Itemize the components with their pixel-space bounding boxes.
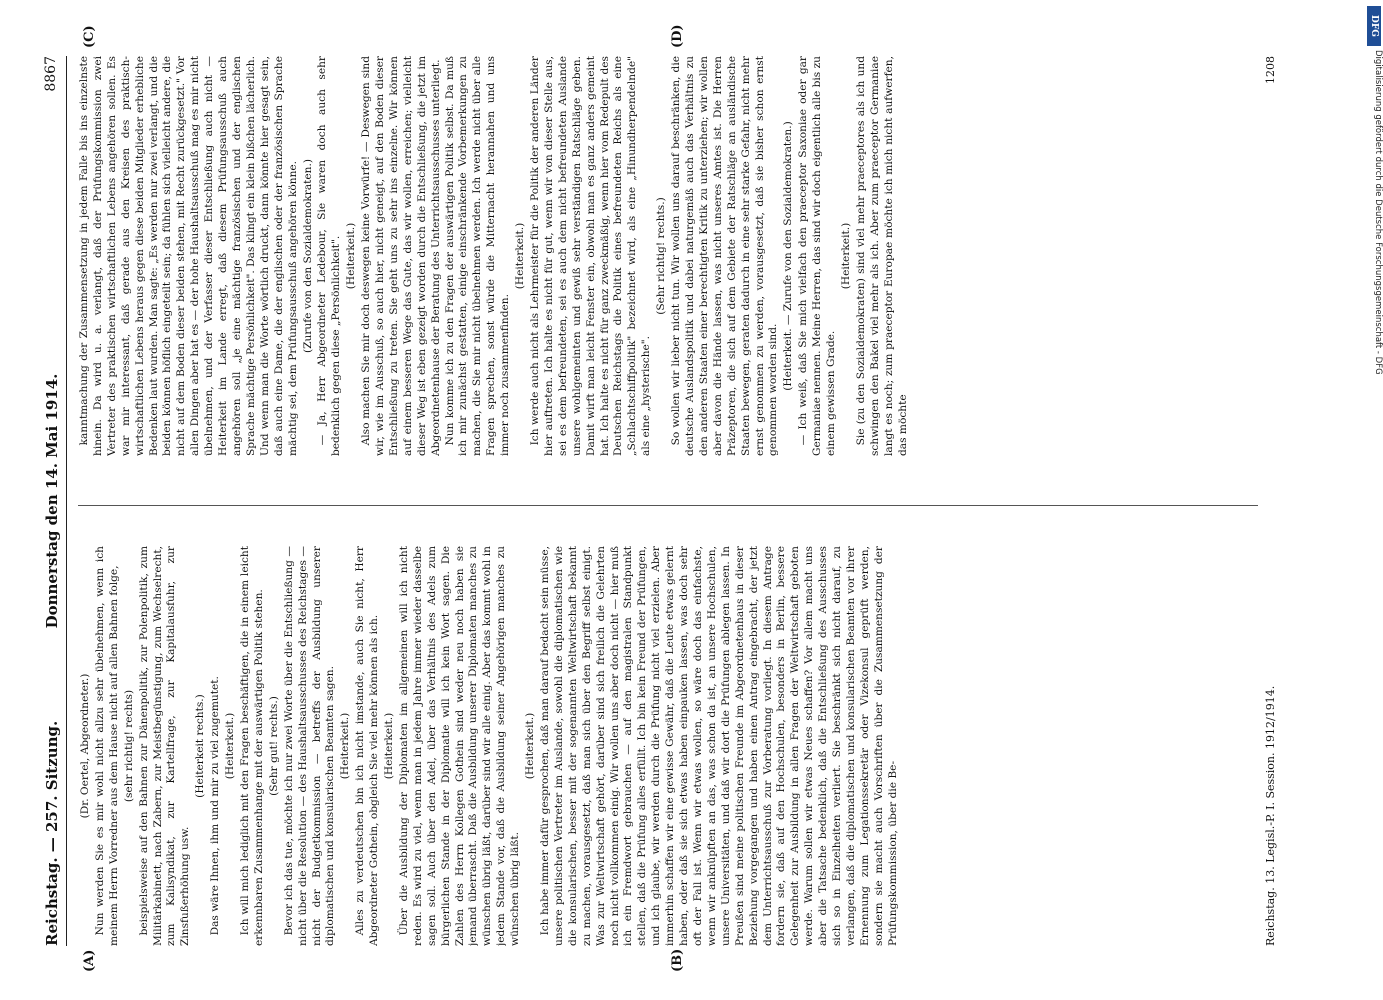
page-number: 8867 (43, 56, 59, 92)
paragraph: Über die Ausbildung der Diplomaten im allgemeinen will ich nicht reden. Es wird zu viel, wenn man in jedem Jahre immer wieder dasselbe sagen soll. Auch über den Adel, über das Verhältnis des Adels zum bürgerlichen Stande in der Diplomatie will ich kein Wort sagen. Die Zahlen des Herrn Kollegen Gothein sind weder neu noch haben sie jemand überrascht. Daß die Ausbildung unserer Diplomaten manches zu wünschen übrig läßt, darüber sind wir alle einig. Aber das kommt wohl in jedem Stande vor, daß die Ausbildung seiner Angehörigen manches zu wünschen übrig läßt. (397, 546, 522, 946)
paragraph: kanntmachung der Zusammensetzung in jedem Falle bis ins einzelnste hinein. Da wird u. a. verlangt, daß der Prüfungskommission zwei Vertreter des praktischen wirtschaftlichen Lebens angehören sollen. Es war mir interessant, daß gerade aus den Kreisen des praktisch-wirtschaftlichen Lebens heraus gegen diese beiden Mitglieder erhebliche Bedenken laut wurden. Man sagte: „Es werden nur zwei verlangt, und die beiden können höflich eingeteilt sein; da fühlen sich vielleicht andere, die nicht auf dem Boden dieser beiden stehen, mit Recht zurückgesetzt." Vor allen Dingen aber hat es — der hohe Haushaltsausschuß mag es mir nicht übelnehmen, und der Verfasser dieser Entschließung auch nicht — Heiterkeit im Lande erregt, daß diesem Prüfungsausschuß auch angehören soll „je eine mächtige französischen und der englischen Sprache mächtige Persönlichkeit". Das klingt ein klein bißchen lächerlich. Und wenn man die Worte wörtlich druckt, dann könnte hier gesagt sein, daß auch eine Dame, die der englischen oder der französischen Sprache mächtig sei, dem Prüfungsausschuß angehören könne. (78, 56, 299, 456)
interjection: (Heiterkeit.) (345, 222, 358, 290)
paragraph: So wollen wir lieber nicht tun. Wir wollen uns darauf beschränken, die deutsche Auslandspolitik und dabei naturgemäß auch das Verhältnis zu den anderen Staaten einer berechtigten Kritik zu unterziehen; wir wollen aber davon die Hände lassen, was nicht unseres Amtes ist. Die Herren Präzeptoren, die sich auf dem Gebiete der Ratschläge an ausländische Staaten bewegen, geraten dadurch in eine sehr starke Gefahr, nicht mehr ernst genommen zu werden, vorausgesetzt, daß sie bisher schon ernst genommen worden sind. (670, 56, 780, 456)
interjection: (Heiterkeit.) (224, 712, 237, 780)
interjection: (Sehr gut! rechts.) (267, 696, 280, 796)
paragraph: Sie (zu den Sozialdemokraten) sind viel mehr praeceptores als ich und schwingen den Bakel viel mehr als ich. Aber zum praeceptor Germaniae langt es noch; zum praeceptor Europae möchte ich mich nicht aufwerfen, das möchte (854, 56, 909, 456)
digitization-note (1372, 50, 1383, 990)
paragraph: Das wäre Ihnen, ihm und mir zu viel zugemutet. (209, 676, 222, 936)
interjection: (Heiterkeit.) (339, 712, 352, 780)
paragraph: Bevor ich das tue, möchte ich nur zwei Worte über die Entschließung — nicht über die Resolution — des Haushaltsausschusses des Reichstages — nicht der Budgetkommission — betreffs der Ausbildung unserer diplomatischen und konsularischen Beamten sagen. (282, 546, 337, 946)
paragraph: — Ja, Herr Abgeordneter Ledebour, Sie waren doch auch sehr bedenklich gegen diese „Persönlichkeit". (316, 56, 343, 456)
interjection: (Heiterkeit. — Zurufe von den Sozialdemokraten.) (782, 121, 795, 391)
paragraph: Nun komme ich zu den Fragen der auswärtigen Politik selbst. Da muß ich mir zunächst gestatten, einige einschränkende Vorbemerkungen zu machen, die Sie mir nicht übelnehmen werden. Ich werde nicht über alle Fragen sprechen, sonst würde die Mitternacht herannahen und uns immer noch zusammenfinden. (443, 56, 512, 456)
page-footer (1264, 56, 1284, 946)
paragraph: Alles zu verdeutschen bin ich nicht imstande, auch Sie nicht, Herr Abgeordneter Gothein, obgleich Sie viel mehr können als ich. (354, 546, 381, 946)
page-header (40, 56, 67, 946)
interjection: (Heiterkeit.) (383, 712, 396, 780)
interjection: (Sehr richtig! rechts.) (655, 197, 668, 315)
paragraph: beispielsweise auf den Bahnen zur Dänenpolitik, zur Polenpolitik, zum Militärkabinett, nach Zabern, zur Meistbegünstigung, zum Wechselrecht, zum Kalisyndikat, zur Kartellfrage, zur Kapitalausfuhr, zur Zinsfußerhöhung usw. (137, 546, 192, 946)
paragraph: Nun werden Sie es mir wohl nicht allzu sehr übelnehmen, wenn ich meinem Herrn Vorredner aus dem Hause nicht auf allen Bahnen folge, (93, 546, 120, 946)
margin-marker-d: (D) (670, 24, 685, 48)
text-column-left (78, 546, 1258, 946)
interjection: (Dr. Oertel, Abgeordneter.) (79, 673, 91, 819)
paragraph: Also machen Sie mir doch deswegen keine Vorwürfe! — Deswegen sind wir, wie im Ausschuß, so auch hier, nicht geneigt, auf den Boden dieser Entschließung zu treten. Sie geht uns zu sehr ins einzelne. Wir können auf einem besseren Wege das Gute, das wir wollen, erreichen; vielleicht dieser Weg ist eben gezeigt worden durch die Entschließung, die jetzt im Abgeordnetenhause der Beratung des Unterrichtsausschusses unterliegt. (360, 56, 442, 456)
footer-publication: Reichstag. 13. Legisl.-P. I. Session. 1912/1914. (1264, 685, 1277, 946)
interjection: (Zurufe von den Sozialdemokraten.) (301, 159, 314, 353)
interjection: (Heiterkeit.) (839, 222, 852, 290)
margin-marker-b: (B) (670, 948, 685, 972)
interjection: (Heiterkeit.) (524, 712, 537, 780)
text-column-right (78, 56, 1258, 456)
header-left: Reichstag. — 257. Sitzung. (43, 720, 61, 946)
paragraph: Ich will mich lediglich mit den Fragen beschäftigen, die in einem leicht erkennbaren Zusammenhange mit der auswärtigen Politik stehen. (238, 546, 265, 946)
header-date: Donnerstag den 14. Mai 1914. (43, 373, 61, 629)
footer-sheet-number: 1208 (1264, 56, 1277, 84)
digitization-note-text: Digitalisierung gefördert durch die Deutsche Forschungsgemeinschaft - DFG (1373, 50, 1383, 375)
dfg-logo: DFG (1367, 6, 1381, 46)
margin-marker-c: (C) (82, 25, 97, 48)
column-divider (78, 505, 1258, 506)
margin-marker-a: (A) (82, 949, 97, 972)
paragraph: Ich werde auch nicht als Lehrmeister für die Politik der anderen Länder hier auftreten. Ich halte es nicht für gut, wenn wir von dieser Stelle aus, sei es dem befreundeten, sei es auch dem nicht befreundeten Auslande unsere wohlgemeinten und gewiß sehr verständigen Ratschläge geben. Damit wirft man leicht Fenster ein, obwohl man es ganz anders gemeint hat. Ich halte es nicht für ganz zweckmäßig, wenn hier vom Redepult des Deutschen Reichstags die Politik eines befreundeten Reichs als eine „Schlachtschiffpolitik" bezeichnet wird, als eine „Hinundherpendelnde" als eine „hysterische". (529, 56, 653, 456)
paragraph: — Ich weiß, daß Sie mich vielfach den praeceptor Saxoniae oder gar Germaniae nennen. Meine Herren, das sind wir doch eigentlich alle bis zu einem gewissen Grade. (797, 56, 838, 456)
paragraph: Ich habe immer dafür gesprochen, daß man darauf bedacht sein müsse, unsere politischen Vertreter im Auslande, sowohl die diplomatischen wie die konsularischen, besser mit der sogenannten Weltwirtschaft bekannt zu machen, vorausgesetzt, daß man sich über den Begriff selbst einigt. Was zur Weltwirtschaft gehört, darüber sind sich freilich die Gelehrten noch nicht vollkommen einig. Wir wollen uns aber doch nicht — hier muß ich ein Fremdwort gebrauchen — auf den magistralen Standpunkt stellen, daß die Prüfung alles erfüllt. Ich bin kein Freund der Prüfungen, und ich glaube, wir werden durch die Prüfung nicht viel erzielen. Aber immerhin schaffen wir eine gewisse Gewähr, daß die Leute etwas gelernt haben, oder daß sie sich etwas haben einpauken lassen, was doch sehr oft der Fall ist. Wenn wir etwas wollen, so wäre doch das einfachste, wenn wir anknüpften an das, was schon da ist, an unsere Hochschulen, unsere Universitäten, und daß wir dort die Prüfungen ablegen lassen. In Preußen sind meine politischen Freunde im Abgeordnetenhaus in dieser Beziehung vorgegangen und haben einen Antrag eingebracht, der jetzt dem Unterrichtsausschuß zur Vorberatung vorliegt. In diesem Antrage fordern sie, daß auf den Hochschulen, besonders in Berlin, bessere Gelegenheit zur Ausbildung in allen Fragen der Weltwirtschaft geboten werde. Warum sollen wir etwas Neues schaffen? Vor allem macht uns aber die Tatsache bedenklich, daß die Entschließung des Ausschusses sich so in Einzelheiten verliert. Sie beschränkt sich nicht darauf, zu verlangen, daß die diplomatischen und konsularischen Beamten vor ihrer Ernennung zum Legationssekretär oder Vizekonsul geprüft werden, sondern sie macht auch Vorschriften über die Zusammensetzung der Prüfungskommission, über die Be- (539, 546, 899, 946)
interjection: (Heiterkeit rechts.) (194, 694, 207, 798)
interjection: (sehr richtig! rechts) (122, 689, 135, 803)
interjection: (Heiterkeit.) (514, 222, 527, 290)
